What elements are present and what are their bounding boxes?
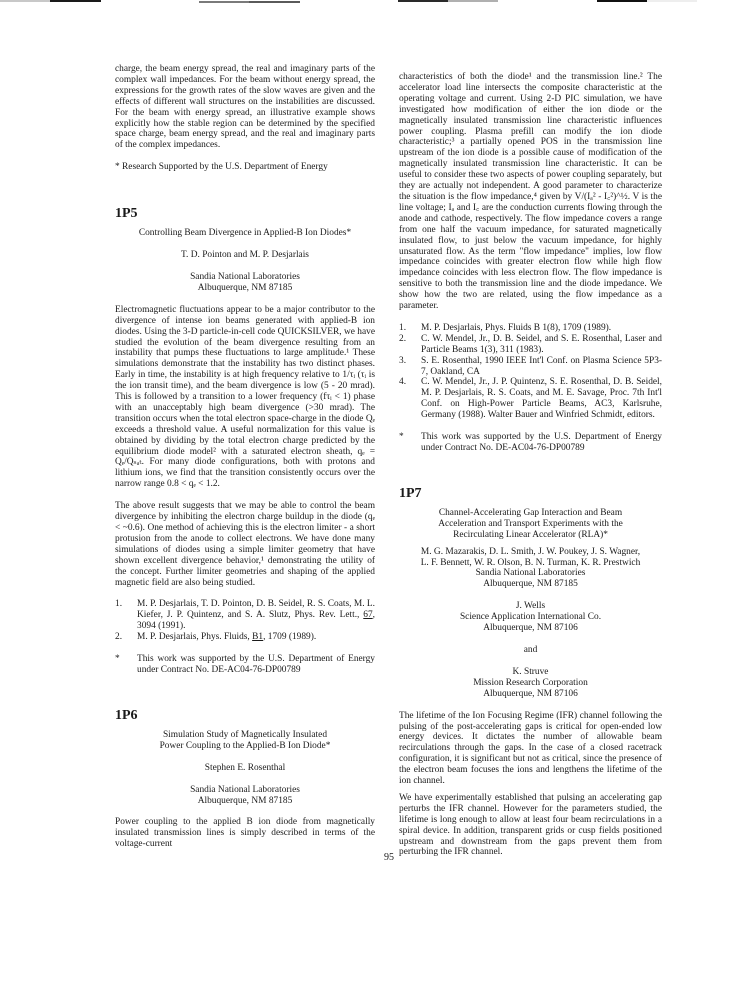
section-heading: 1P6	[115, 707, 138, 723]
affiliation: Science Application International Co.	[459, 612, 602, 623]
authors-line: L. F. Bennett, W. R. Olson, B. N. Turman, K. R. Prestwich	[420, 557, 641, 568]
reference-item: 1. M. P. Desjarlais, T. D. Pointon, D. B. Seidel, R. S. Coats, M. L. Kiefer, J. P. Quintenz, and S. A. Slutz, Phys. Rev. Lett., 67, 3094 (1991).	[115, 599, 375, 632]
reference-item: 2. M. P. Desjarlais, Phys. Fluids, B1, 1709 (1989).	[115, 632, 317, 643]
scan-mark-6	[448, 0, 498, 2]
affiliation: Sandia National Laboratories	[190, 784, 300, 795]
scan-mark-8	[647, 0, 697, 2]
abstract-title-line: Power Coupling to the Applied-B Ion Diode*	[159, 740, 331, 751]
page-number: 95	[384, 852, 394, 863]
scan-mark-3	[199, 1, 249, 3]
author: J. Wells	[515, 601, 546, 612]
footnote: * This work was supported by the U.S. Department of Energy under Contract No. DE-AC04-76-DP00789	[399, 432, 662, 453]
authors: T. D. Pointon and M. P. Desjarlais	[181, 250, 309, 261]
body-paragraph: We have experimentally established that pulsing an accelerating gap perturbs the IFR channel. However for the parameters studied, the lifetime is long enough to allow at least four beam recirculations in a spiral device. In addition, transparent grids or cusp fields positioned upstream and downstream from the gaps prevent them from perturbing the IFR channel.	[399, 792, 662, 858]
section-heading: 1P7	[399, 485, 422, 501]
body-paragraph: The lifetime of the Ion Focusing Regime (IFR) channel following the pulsing of the post-accelerating gaps is critical for open-ended low energy devices. It dictates the number of allowable beam recirculations through the gaps. In the case of a closed racetrack configuration, it is significant but not as critical, since the presence of the electron beam focuses the ions and lengthens the lifetime of the ion channel.	[399, 710, 662, 787]
section-1P6	[115, 708, 375, 850]
scan-mark-5	[398, 0, 448, 2]
right-column	[399, 72, 662, 858]
location: Albuquerque, NM 87185	[197, 795, 293, 806]
scan-mark-7	[597, 0, 647, 2]
reference-list	[399, 323, 662, 421]
location: Albuquerque, NM 87185	[197, 282, 293, 293]
reference-item: 3. S. E. Rosenthal, 1990 IEEE Int'l Conf. on Plasma Science 5P3-7, Oakland, CA	[399, 355, 662, 377]
continued-abstract: charge, the beam energy spread, the real and imaginary parts of the complex wall impedances. For the beam without energy spread, the expressions for the growth rates of the slow waves are given and the effects of different wall structures on the instabilities are discussed. For the beam with energy spread, an illustrative example shows explicitly how the stable region can be determined by the specified space charge, beam energy spread, and the real and imaginary parts of the complex impedances.	[115, 64, 375, 151]
section-1P5	[115, 206, 375, 676]
body-paragraph: Power coupling to the applied B ion diode from magnetically insulated transmission lines is simply described in terms of the voltage-current	[115, 817, 375, 850]
reference-list	[115, 599, 375, 643]
authors-line: M. G. Mazarakis, D. L. Smith, J. W. Poukey, J. S. Wagner,	[420, 546, 641, 557]
scan-mark-1	[0, 0, 50, 2]
affiliation: Sandia National Laboratories	[475, 568, 586, 579]
author: K. Struve	[512, 666, 549, 677]
footnote: * This work was supported by the U.S. Department of Energy under Contract No. DE-AC04-76-DP00789	[115, 654, 375, 675]
body-paragraph-continued: characteristics of both the diode¹ and the transmission line.² The accelerator load line intersects the composite characteristic at the operating voltage and current. Using 2-D PIC simulation, we have investigated how modification of either the ion diode or the magnetically insulated transmission line characteristic influences power coupling. Plasma prefill can modify the ion diode characteristic;³ a partially opened POS in the transmission line upstream of the ion diode is a possible cause of modification of the magnetically insulated transmission line characteristic. It can be useful to consider these two aspects of power coupling separately, but they are actually not independent. A good parameter to characterize the situation is the flow impedance,⁴ given by V/(Iₐ² - I꜀²)^½. V is the line voltage; Iₐ and I꜀ are the conduction currents flowing through the anode and cathode, respectively. The flow impedance covers a range from one half the vacuum impedance, for saturated magnetically insulated flow, to just below the vacuum impedance, for highly unsaturated flow. As the term "flow impedance" implies, low flow impedance coincides with greater electron flow while high flow impedance coincides with less electron flow. The flow impedance is sensitive to both the transmission line and the diode impedance. We show how the two are related, using the flow impedance as a parameter.	[399, 72, 662, 312]
affiliation: Mission Research Corporation	[473, 677, 588, 688]
authors: Stephen E. Rosenthal	[204, 762, 286, 773]
section-1P7	[399, 486, 662, 858]
continued-footnote: * Research Supported by the U.S. Department of Energy	[115, 162, 328, 173]
location: Albuquerque, NM 87185	[483, 579, 578, 590]
body-paragraph: The above result suggests that we may be able to control the beam divergence by inhibiting the electron charge buildup in the diode (qₑ < ~0.6). One method of achieving this is the electron limiter - a short protusion from the anode to collect electrons. We have done many simulations of diodes using a simple limiter geometry that have shown excellent divergence behavior,¹ demonstrating the utility of the concept. Further limiter geometries and shaping of the applied magnetic field are also being studied.	[115, 501, 375, 588]
section-heading: 1P5	[115, 206, 138, 222]
reference-item: 1. M. P. Desjarlais, Phys. Fluids B 1(8), 1709 (1989).	[399, 322, 612, 333]
abstract-title-line: Channel-Accelerating Gap Interaction and Beam	[438, 507, 623, 518]
location: Albuquerque, NM 87106	[483, 623, 578, 634]
affiliation: Sandia National Laboratories	[190, 271, 300, 282]
location: Albuquerque, NM 87106	[483, 688, 578, 699]
left-column	[115, 64, 375, 850]
and-separator: and	[523, 644, 538, 655]
abstract-title-line: Acceleration and Transport Experiments with the	[438, 518, 623, 529]
body-paragraph: Electromagnetic fluctuations appear to be a major contributor to the divergence of intense ion beams generated with applied-B ion diodes. Using the 3-D particle-in-cell code QUICKSILVER, we have studied the evolution of the beam divergence resulting from an instability that pumps these fluctuations to large amplitude.¹ These simulations demonstrate that the instability has two distinct phases. Early in time, the instability is at high frequency relative to 1/τᵢ (τᵢ is the ion transit time), and the beam divergence is low (5 - 20 mrad). This is followed by a transition to a lower frequency (fτᵢ < 1) phase with an unacceptably high beam divergence (>30 mrad). The transition occurs when the total electron space-charge in the diode Qₑ exceeds a threshold value. A useful normalization for this value is obtained by dividing by the total electron charge predicted by the equilibrium diode model² with a saturated electron sheath, qₑ = Qₑ/Qₛₐₜ. For many diode configurations, both with protons and lithium ions, we find that the transition consistently occurs over the narrow range 0.8 < qₑ < 1.2.	[115, 304, 375, 490]
scan-mark-4	[249, 1, 300, 3]
scan-mark-2	[50, 0, 101, 2]
abstract-title-line: Simulation Study of Magnetically Insulated	[162, 729, 328, 740]
abstract-title: Controlling Beam Divergence in Applied-B Ion Diodes*	[138, 228, 352, 239]
reference-item: 2. C. W. Mendel, Jr., D. B. Seidel, and S. E. Rosenthal, Laser and Particle Beams 1(3), 311 (1983).	[399, 333, 662, 355]
reference-item: 4. C. W. Mendel, Jr., J. P. Quintenz, S. E. Rosenthal, D. B. Seidel, M. P. Desjarlais, R. S. Coats, and M. E. Savage, Proc. 7th Int'l Conf. on High-Power Particle Beams, AC3, Karlsruhe, Germany (1988). Walter Bauer and Winfried Schmidt, editors.	[399, 377, 662, 421]
abstract-title-line: Recirculating Linear Accelerator (RLA)*	[453, 529, 608, 540]
